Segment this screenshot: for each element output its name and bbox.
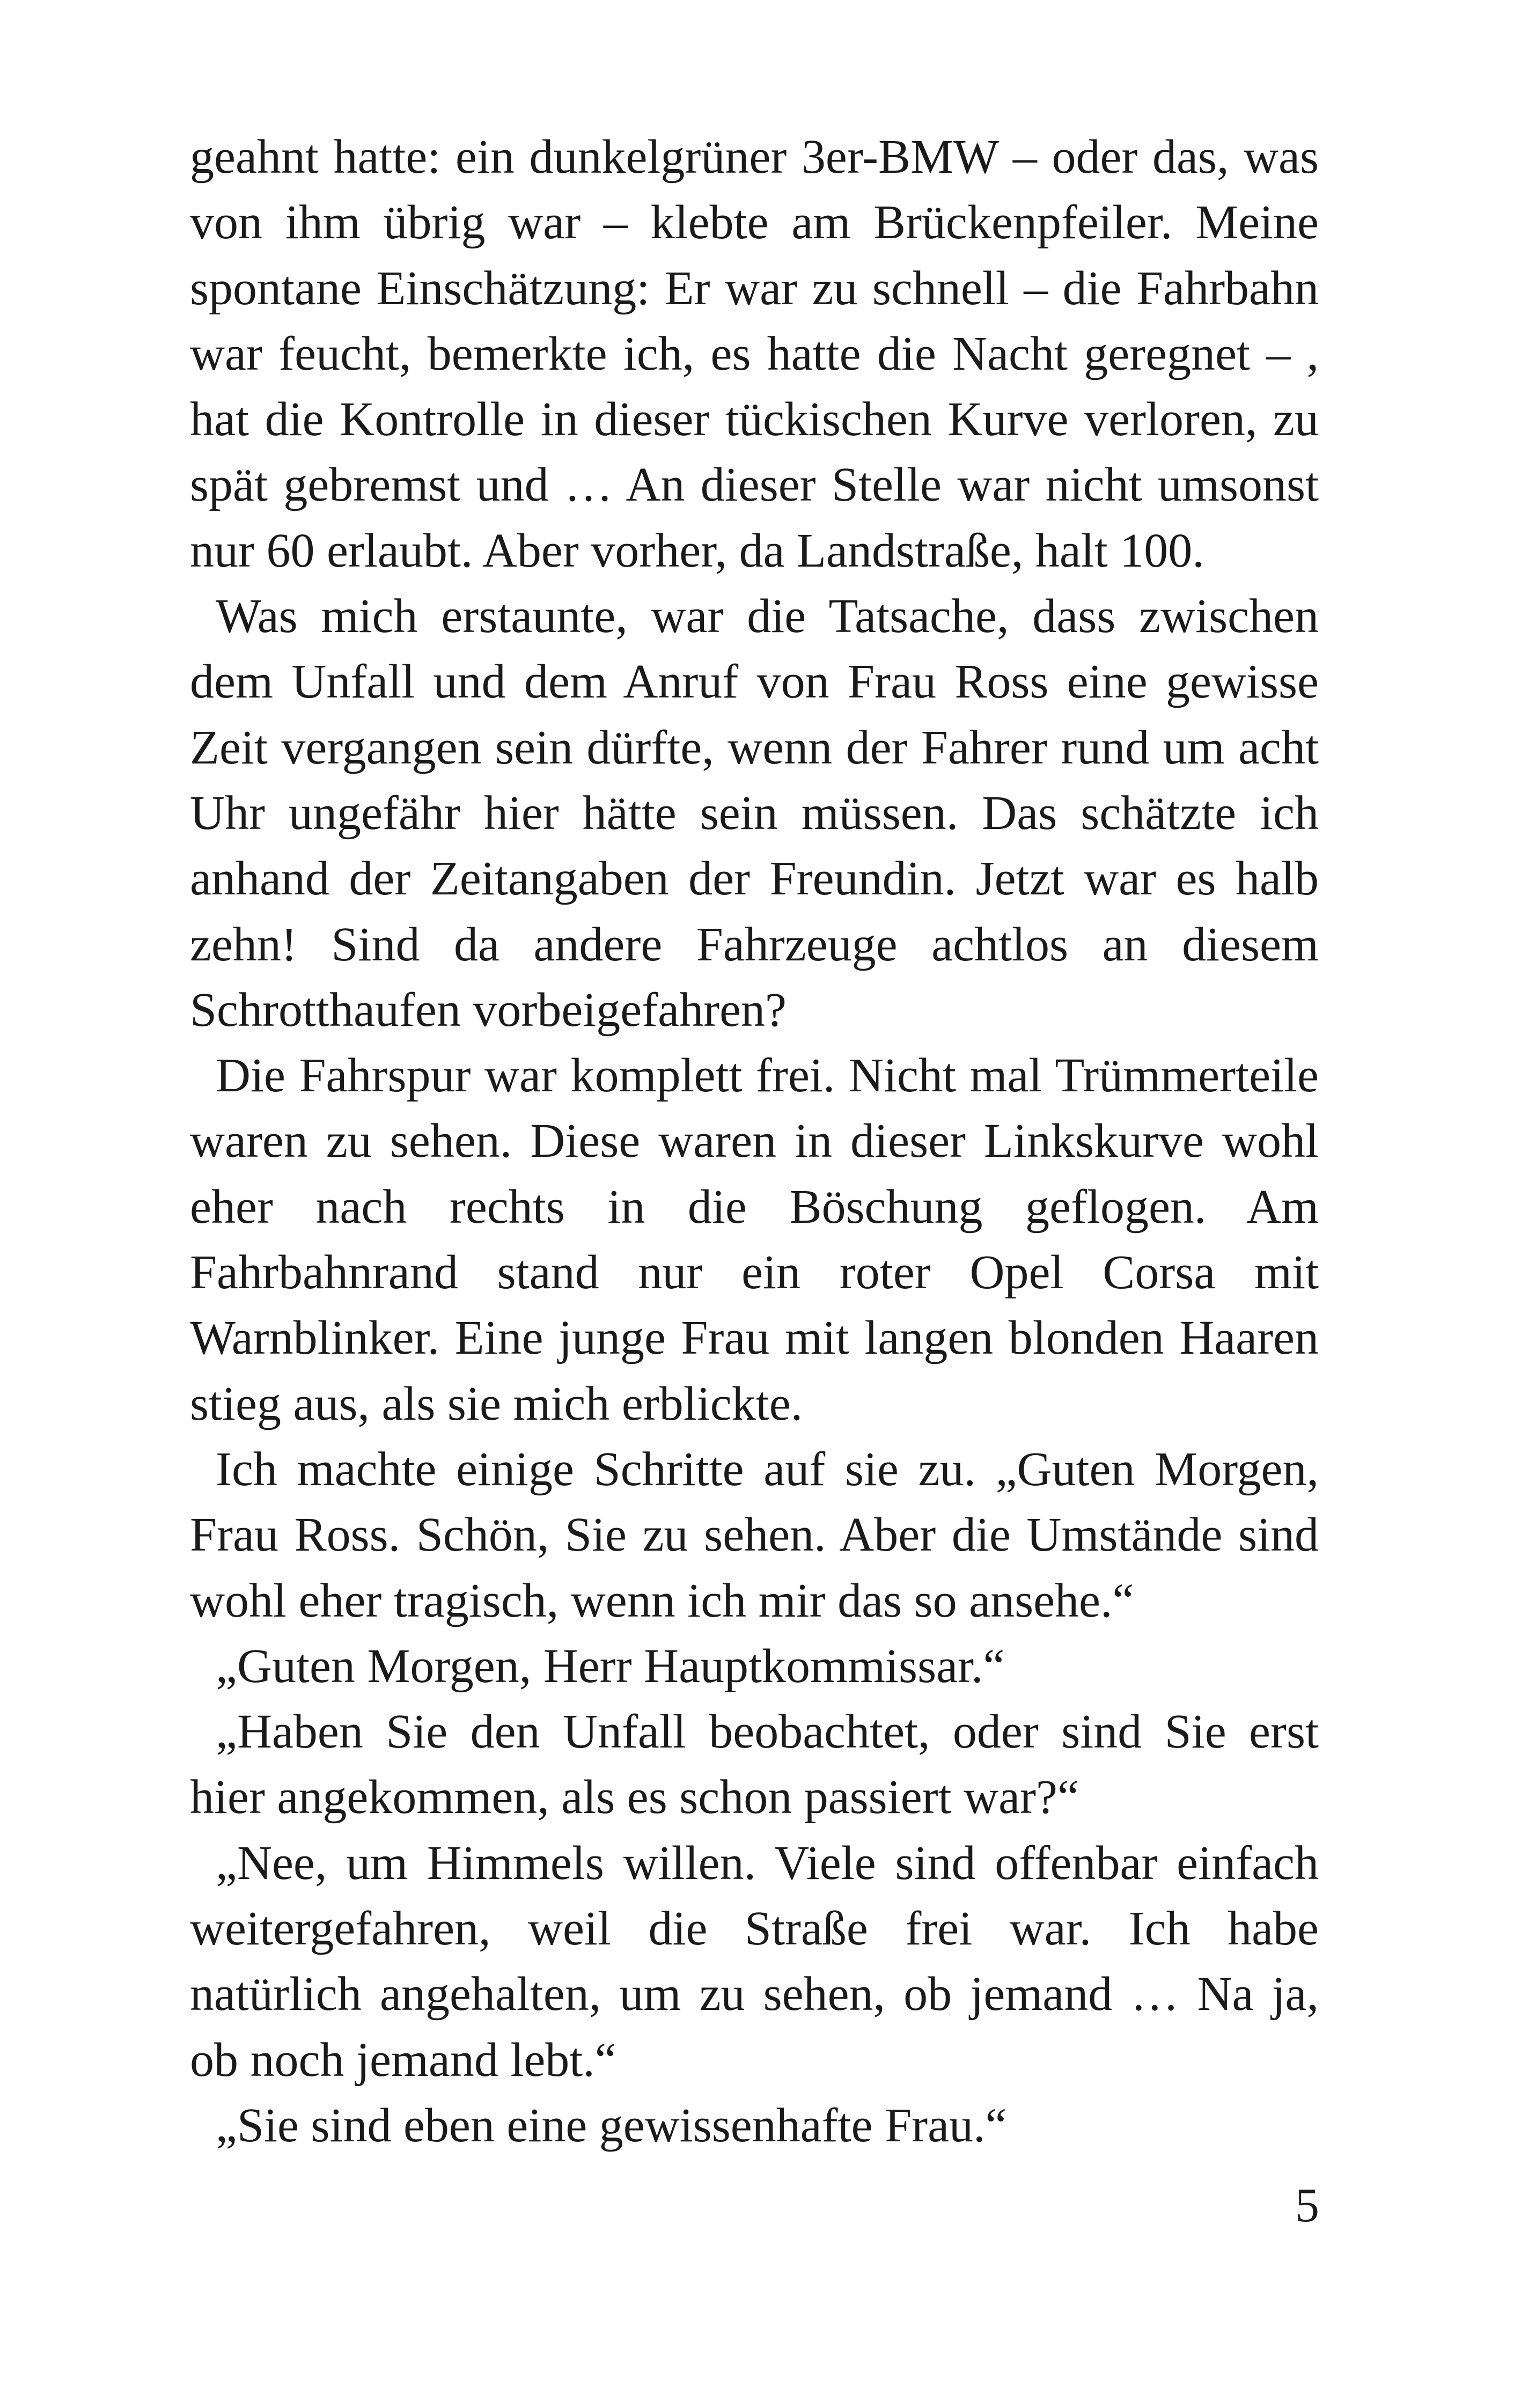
paragraph: „Guten Morgen, Herr Hauptkommissar.“ bbox=[216, 1639, 1005, 1693]
page-number: 5 bbox=[1295, 2179, 1319, 2232]
body-text bbox=[190, 124, 1319, 2159]
paragraph: „Haben Sie den Unfall beobachtet, oder sind Sie erst hier angekommen, als es schon passiert war?“ bbox=[190, 1705, 1319, 1824]
paragraph: „Nee, um Himmels willen. Viele sind offenbar einfach weitergefahren, weil die Straße frei war. Ich habe natürlich angehalten, um zu sehen, ob jemand … Na ja, ob noch jemand lebt.“ bbox=[190, 1836, 1319, 2087]
paragraph: geahnt hatte: ein dunkelgrüner 3er-BMW – oder das, was von ihm übrig war – klebte am Brückenpfeiler. Meine spontane Einschätzung: Er war zu schnell – die Fahrbahn war feucht, bemerkte ich, es hatte die Nacht geregnet – , hat die Kontrolle in dieser tückischen Kurve verloren, zu spät gebremst und … An dieser Stelle war nicht umsonst nur 60 erlaubt. Aber vorher, da Landstraße, halt 100. bbox=[190, 130, 1319, 577]
paragraph: Was mich erstaunte, war die Tatsache, dass zwischen dem Unfall und dem Anruf von Frau Ross eine gewisse Zeit vergangen sein dürfte, wenn der Fahrer rund um acht Uhr ungefähr hier hätte sein müssen. Das schätzte ich anhand der Zeitangaben der Freundin. Jetzt war es halb zehn! Sind da andere Fahrzeuge achtlos an diesem Schrotthaufen vorbeigefahren? bbox=[190, 590, 1319, 1037]
paragraph: Die Fahrspur war komplett frei. Nicht mal Trümmerteile waren zu sehen. Diese waren in dieser Linkskurve wohl eher nach rechts in die Böschung geflogen. Am Fahrbahnrand stand nur ein roter Opel Corsa mit Warnblinker. Eine junge Frau mit langen blonden Haaren stieg aus, als sie mich erblickte. bbox=[190, 1049, 1319, 1430]
paragraph: Ich machte einige Schritte auf sie zu. „Guten Morgen, Frau Ross. Schön, Sie zu sehen. Aber die Umstände sind wohl eher tragisch, wenn ich mir das so ansehe.“ bbox=[190, 1442, 1319, 1627]
paragraph: „Sie sind eben eine gewissenhafte Frau.“ bbox=[216, 2098, 1007, 2152]
